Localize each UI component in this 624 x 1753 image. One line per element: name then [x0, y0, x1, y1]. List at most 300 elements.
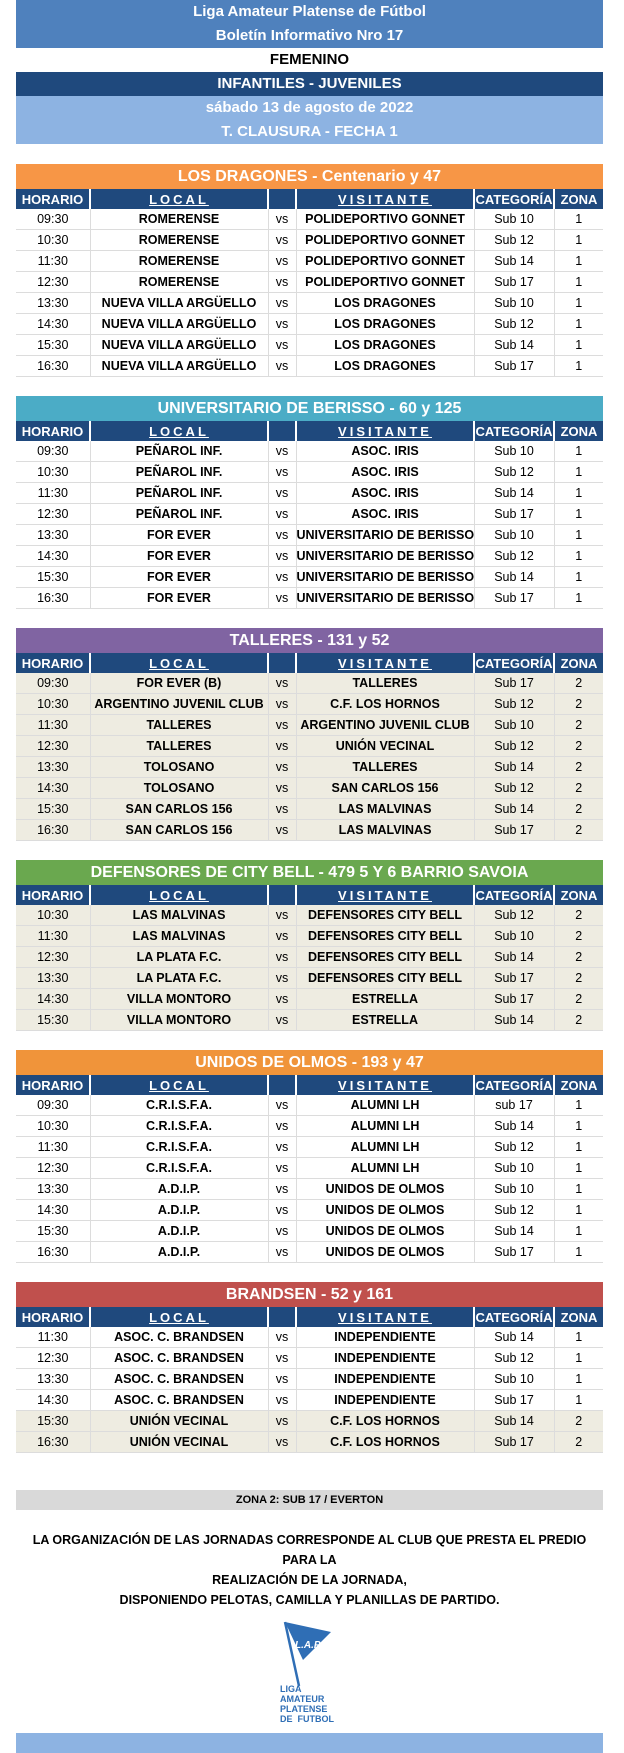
time-cell: 13:30 [16, 525, 90, 546]
time-cell: 12:30 [16, 736, 90, 757]
visiting-team-cell: DEFENSORES CITY BELL [296, 968, 474, 989]
zone-cell: 2 [554, 778, 603, 799]
local-team-cell: FOR EVER [90, 546, 268, 567]
zone-note: ZONA 2: SUB 17 / EVERTON [16, 1490, 603, 1510]
time-cell: 15:30 [16, 1221, 90, 1242]
visiting-team-cell: INDEPENDIENTE [296, 1390, 474, 1411]
zone-cell: 2 [554, 673, 603, 694]
vs-cell: vs [268, 209, 296, 230]
zone-cell: 1 [554, 588, 603, 609]
category-cell: Sub 12 [474, 694, 554, 715]
visiting-team-cell: POLIDEPORTIVO GONNET [296, 272, 474, 293]
time-cell: 10:30 [16, 694, 90, 715]
time-cell: 15:30 [16, 567, 90, 588]
zone-cell: 2 [554, 905, 603, 926]
match-row [16, 1010, 603, 1031]
vs-cell: vs [268, 1348, 296, 1369]
zone-cell: 2 [554, 736, 603, 757]
col-categoria-header: CATEGORÍA [474, 1075, 554, 1095]
visiting-team-cell: C.F. LOS HORNOS [296, 1432, 474, 1453]
zone-cell: 2 [554, 799, 603, 820]
visiting-team-cell: ALUMNI LH [296, 1158, 474, 1179]
col-local-header-label: LOCAL [149, 423, 209, 439]
category-cell: Sub 12 [474, 546, 554, 567]
vs-cell: vs [268, 356, 296, 377]
visiting-team-cell: ARGENTINO JUVENIL CLUB [296, 715, 474, 736]
match-row [16, 1158, 603, 1179]
category-cell: Sub 14 [474, 567, 554, 588]
col-zona-header: ZONA [554, 1075, 603, 1095]
vs-cell: vs [268, 673, 296, 694]
match-row [16, 799, 603, 820]
visiting-team-cell: UNIVERSITARIO DE BERISSO [296, 567, 474, 588]
zone-cell: 1 [554, 230, 603, 251]
table-header-row [16, 421, 603, 441]
match-date: sábado 13 de agosto de 2022 [16, 96, 603, 120]
zone-cell: 1 [554, 1095, 603, 1116]
col-local-header-label: LOCAL [149, 1077, 209, 1093]
local-team-cell: ARGENTINO JUVENIL CLUB [90, 694, 268, 715]
visiting-team-cell: ESTRELLA [296, 1010, 474, 1031]
schedule-table [16, 885, 603, 1031]
visiting-team-cell: DEFENSORES CITY BELL [296, 926, 474, 947]
time-cell: 14:30 [16, 1200, 90, 1221]
category-cell: Sub 17 [474, 272, 554, 293]
visiting-team-cell: ASOC. IRIS [296, 483, 474, 504]
match-row [16, 1327, 603, 1348]
match-row [16, 335, 603, 356]
match-row [16, 905, 603, 926]
vs-cell: vs [268, 1179, 296, 1200]
col-horario-header: HORARIO [16, 653, 90, 673]
col-zona-header: ZONA [554, 885, 603, 905]
time-cell: 12:30 [16, 1348, 90, 1369]
category-cell: Sub 10 [474, 715, 554, 736]
match-row [16, 715, 603, 736]
zone-cell: 1 [554, 1221, 603, 1242]
col-local-header-label: LOCAL [149, 191, 209, 207]
divisions-label: INFANTILES - JUVENILES [16, 72, 603, 96]
vs-cell: vs [268, 335, 296, 356]
col-visitante-header [296, 189, 474, 209]
visiting-team-cell: UNIDOS DE OLMOS [296, 1242, 474, 1263]
zone-cell: 1 [554, 546, 603, 567]
category-cell: Sub 17 [474, 820, 554, 841]
match-row [16, 736, 603, 757]
time-cell: 11:30 [16, 251, 90, 272]
match-row [16, 778, 603, 799]
time-cell: 14:30 [16, 314, 90, 335]
col-visitante-header [296, 1075, 474, 1095]
vs-cell: vs [268, 504, 296, 525]
time-cell: 10:30 [16, 1116, 90, 1137]
match-row [16, 230, 603, 251]
category-label: FEMENINO [16, 48, 603, 72]
venue-section [16, 628, 603, 841]
local-team-cell: LA PLATA F.C. [90, 968, 268, 989]
zone-cell: 2 [554, 926, 603, 947]
col-visitante-header-label: VISITANTE [338, 1309, 432, 1325]
vs-cell: vs [268, 820, 296, 841]
zone-cell: 1 [554, 1390, 603, 1411]
vs-cell: vs [268, 1010, 296, 1031]
time-cell: 13:30 [16, 1179, 90, 1200]
local-team-cell: TALLERES [90, 736, 268, 757]
col-categoria-header: CATEGORÍA [474, 653, 554, 673]
zone-cell: 1 [554, 441, 603, 462]
col-zona-header: ZONA [554, 1307, 603, 1327]
col-local-header [90, 189, 268, 209]
vs-cell: vs [268, 483, 296, 504]
zone-cell: 2 [554, 1411, 603, 1432]
zone-cell: 1 [554, 1116, 603, 1137]
category-cell: Sub 17 [474, 968, 554, 989]
col-vs-header [268, 653, 296, 673]
match-row [16, 947, 603, 968]
match-row [16, 546, 603, 567]
local-team-cell: C.R.I.S.F.A. [90, 1095, 268, 1116]
time-cell: 10:30 [16, 230, 90, 251]
vs-cell: vs [268, 314, 296, 335]
visiting-team-cell: LOS DRAGONES [296, 356, 474, 377]
zone-cell: 2 [554, 757, 603, 778]
col-visitante-header-label: VISITANTE [338, 191, 432, 207]
match-row [16, 1348, 603, 1369]
visiting-team-cell: ESTRELLA [296, 989, 474, 1010]
organization-line-1: LA ORGANIZACIÓN DE LAS JORNADAS CORRESPONDE AL CLUB QUE PRESTA EL PREDIO PARA LA [32, 1533, 587, 1567]
zone-cell: 1 [554, 1137, 603, 1158]
local-team-cell: ROMERENSE [90, 230, 268, 251]
visiting-team-cell: POLIDEPORTIVO GONNET [296, 209, 474, 230]
time-cell: 12:30 [16, 947, 90, 968]
zone-cell: 1 [554, 1158, 603, 1179]
bulletin-number: Boletín Informativo Nro 17 [16, 24, 603, 48]
category-cell: Sub 17 [474, 1390, 554, 1411]
category-cell: Sub 10 [474, 1179, 554, 1200]
local-team-cell: C.R.I.S.F.A. [90, 1158, 268, 1179]
local-team-cell: PEÑAROL INF. [90, 462, 268, 483]
schedule-table [16, 1307, 603, 1453]
category-cell: Sub 12 [474, 1137, 554, 1158]
local-team-cell: FOR EVER (B) [90, 673, 268, 694]
category-cell: Sub 17 [474, 673, 554, 694]
local-team-cell: TALLERES [90, 715, 268, 736]
visiting-team-cell: UNIDOS DE OLMOS [296, 1200, 474, 1221]
time-cell: 15:30 [16, 1010, 90, 1031]
category-cell: Sub 14 [474, 799, 554, 820]
visiting-team-cell: LAS MALVINAS [296, 799, 474, 820]
col-local-header [90, 1307, 268, 1327]
col-visitante-header-label: VISITANTE [338, 423, 432, 439]
col-vs-header [268, 885, 296, 905]
organization-line-2: REALIZACIÓN DE LA JORNADA, [212, 1573, 407, 1587]
match-row [16, 989, 603, 1010]
visiting-team-cell: LOS DRAGONES [296, 335, 474, 356]
col-visitante-header [296, 1307, 474, 1327]
venue-title: TALLERES - 131 y 52 [16, 628, 603, 653]
zone-cell: 1 [554, 293, 603, 314]
match-row [16, 820, 603, 841]
col-categoria-header: CATEGORÍA [474, 421, 554, 441]
time-cell: 16:30 [16, 588, 90, 609]
category-cell: Sub 12 [474, 1348, 554, 1369]
zone-cell: 2 [554, 968, 603, 989]
match-row [16, 1221, 603, 1242]
vs-cell: vs [268, 525, 296, 546]
match-row [16, 1411, 603, 1432]
visiting-team-cell: ASOC. IRIS [296, 462, 474, 483]
vs-cell: vs [268, 736, 296, 757]
zone-cell: 1 [554, 483, 603, 504]
vs-cell: vs [268, 1242, 296, 1263]
vs-cell: vs [268, 1095, 296, 1116]
match-row [16, 462, 603, 483]
schedule-table [16, 653, 603, 841]
visiting-team-cell: POLIDEPORTIVO GONNET [296, 251, 474, 272]
local-team-cell: A.D.I.P. [90, 1179, 268, 1200]
vs-cell: vs [268, 947, 296, 968]
category-cell: Sub 14 [474, 1221, 554, 1242]
time-cell: 16:30 [16, 356, 90, 377]
local-team-cell: FOR EVER [90, 525, 268, 546]
venue-section [16, 1282, 603, 1453]
vs-cell: vs [268, 1432, 296, 1453]
local-team-cell: ROMERENSE [90, 209, 268, 230]
category-cell: Sub 17 [474, 1432, 554, 1453]
category-cell: Sub 17 [474, 356, 554, 377]
category-cell: Sub 10 [474, 525, 554, 546]
vs-cell: vs [268, 251, 296, 272]
col-local-header [90, 653, 268, 673]
vs-cell: vs [268, 1411, 296, 1432]
zone-cell: 2 [554, 694, 603, 715]
match-row [16, 673, 603, 694]
category-cell: Sub 14 [474, 1411, 554, 1432]
local-team-cell: ROMERENSE [90, 272, 268, 293]
match-row [16, 567, 603, 588]
zone-cell: 1 [554, 504, 603, 525]
category-cell: Sub 14 [474, 1010, 554, 1031]
venue-title: UNIDOS DE OLMOS - 193 y 47 [16, 1050, 603, 1075]
vs-cell: vs [268, 1390, 296, 1411]
col-vs-header [268, 1307, 296, 1327]
visiting-team-cell: ALUMNI LH [296, 1095, 474, 1116]
col-vs-header [268, 189, 296, 209]
match-row [16, 314, 603, 335]
category-cell: Sub 12 [474, 462, 554, 483]
time-cell: 12:30 [16, 1158, 90, 1179]
zone-cell: 1 [554, 1327, 603, 1348]
zone-cell: 1 [554, 1369, 603, 1390]
local-team-cell: VILLA MONTORO [90, 1010, 268, 1031]
venue-section [16, 396, 603, 609]
vs-cell: vs [268, 778, 296, 799]
zone-cell: 1 [554, 1179, 603, 1200]
local-team-cell: PEÑAROL INF. [90, 483, 268, 504]
col-zona-header: ZONA [554, 653, 603, 673]
local-team-cell: UNIÓN VECINAL [90, 1411, 268, 1432]
time-cell: 13:30 [16, 968, 90, 989]
match-row [16, 504, 603, 525]
vs-cell: vs [268, 1327, 296, 1348]
match-row [16, 757, 603, 778]
category-cell: Sub 12 [474, 314, 554, 335]
time-cell: 09:30 [16, 209, 90, 230]
visiting-team-cell: UNIDOS DE OLMOS [296, 1221, 474, 1242]
time-cell: 13:30 [16, 757, 90, 778]
time-cell: 09:30 [16, 673, 90, 694]
vs-cell: vs [268, 546, 296, 567]
zone-cell: 2 [554, 820, 603, 841]
zone-cell: 2 [554, 989, 603, 1010]
time-cell: 11:30 [16, 1327, 90, 1348]
col-horario-header: HORARIO [16, 421, 90, 441]
zone-cell: 1 [554, 335, 603, 356]
vs-cell: vs [268, 462, 296, 483]
match-row [16, 209, 603, 230]
category-cell: Sub 14 [474, 1327, 554, 1348]
visiting-team-cell: ASOC. IRIS [296, 441, 474, 462]
category-cell: Sub 12 [474, 905, 554, 926]
category-cell: Sub 17 [474, 989, 554, 1010]
venue-title: UNIVERSITARIO DE BERISSO - 60 y 125 [16, 396, 603, 421]
col-horario-header: HORARIO [16, 189, 90, 209]
vs-cell: vs [268, 926, 296, 947]
visiting-team-cell: POLIDEPORTIVO GONNET [296, 230, 474, 251]
match-row [16, 968, 603, 989]
time-cell: 11:30 [16, 715, 90, 736]
category-cell: Sub 17 [474, 504, 554, 525]
local-team-cell: PEÑAROL INF. [90, 441, 268, 462]
visiting-team-cell: C.F. LOS HORNOS [296, 1411, 474, 1432]
time-cell: 16:30 [16, 1242, 90, 1263]
time-cell: 15:30 [16, 1411, 90, 1432]
visiting-team-cell: DEFENSORES CITY BELL [296, 947, 474, 968]
zone-cell: 1 [554, 1200, 603, 1221]
time-cell: 15:30 [16, 799, 90, 820]
vs-cell: vs [268, 757, 296, 778]
local-team-cell: NUEVA VILLA ARGÜELLO [90, 335, 268, 356]
vs-cell: vs [268, 1221, 296, 1242]
vs-cell: vs [268, 1137, 296, 1158]
col-local-header [90, 421, 268, 441]
match-row [16, 1179, 603, 1200]
category-cell: Sub 12 [474, 230, 554, 251]
category-cell: Sub 14 [474, 947, 554, 968]
visiting-team-cell: ALUMNI LH [296, 1137, 474, 1158]
local-team-cell: VILLA MONTORO [90, 989, 268, 1010]
match-row [16, 926, 603, 947]
venue-section [16, 164, 603, 377]
zone-cell: 1 [554, 525, 603, 546]
venue-section [16, 860, 603, 1031]
col-zona-header: ZONA [554, 421, 603, 441]
vs-cell: vs [268, 968, 296, 989]
time-cell: 12:30 [16, 504, 90, 525]
vs-cell: vs [268, 272, 296, 293]
visiting-team-cell: UNIÓN VECINAL [296, 736, 474, 757]
category-cell: Sub 10 [474, 1369, 554, 1390]
zone-cell: 1 [554, 567, 603, 588]
vs-cell: vs [268, 441, 296, 462]
time-cell: 11:30 [16, 926, 90, 947]
venue-section [16, 1050, 603, 1263]
zone-cell: 2 [554, 715, 603, 736]
time-cell: 11:30 [16, 1137, 90, 1158]
table-header-row [16, 653, 603, 673]
vs-cell: vs [268, 989, 296, 1010]
local-team-cell: LA PLATA F.C. [90, 947, 268, 968]
venue-title: LOS DRAGONES - Centenario y 47 [16, 164, 603, 189]
match-row [16, 272, 603, 293]
visiting-team-cell: ALUMNI LH [296, 1116, 474, 1137]
logo-text-4: DE FUTBOL [280, 1714, 334, 1724]
local-team-cell: A.D.I.P. [90, 1242, 268, 1263]
category-cell: Sub 12 [474, 736, 554, 757]
schedule-table [16, 421, 603, 609]
local-team-cell: ASOC. C. BRANDSEN [90, 1327, 268, 1348]
visiting-team-cell: LOS DRAGONES [296, 314, 474, 335]
time-cell: 09:30 [16, 1095, 90, 1116]
category-cell: Sub 10 [474, 441, 554, 462]
zone-cell: 1 [554, 1242, 603, 1263]
col-horario-header: HORARIO [16, 1075, 90, 1095]
vs-cell: vs [268, 1369, 296, 1390]
zone-cell: 2 [554, 1010, 603, 1031]
local-team-cell: ASOC. C. BRANDSEN [90, 1348, 268, 1369]
category-cell: Sub 17 [474, 588, 554, 609]
col-vs-header [268, 421, 296, 441]
time-cell: 12:30 [16, 272, 90, 293]
local-team-cell: SAN CARLOS 156 [90, 820, 268, 841]
local-team-cell: C.R.I.S.F.A. [90, 1137, 268, 1158]
table-header-row [16, 189, 603, 209]
zone-cell: 1 [554, 462, 603, 483]
visiting-team-cell: ASOC. IRIS [296, 504, 474, 525]
zone-cell: 1 [554, 272, 603, 293]
visiting-team-cell: TALLERES [296, 673, 474, 694]
zone-cell: 1 [554, 1348, 603, 1369]
time-cell: 14:30 [16, 989, 90, 1010]
visiting-team-cell: INDEPENDIENTE [296, 1348, 474, 1369]
local-team-cell: SAN CARLOS 156 [90, 799, 268, 820]
category-cell: Sub 14 [474, 483, 554, 504]
col-local-header [90, 885, 268, 905]
col-visitante-header-label: VISITANTE [338, 1077, 432, 1093]
zone-cell: 1 [554, 314, 603, 335]
category-cell: Sub 12 [474, 778, 554, 799]
match-row [16, 1200, 603, 1221]
organization-note [16, 1530, 603, 1610]
table-header-row [16, 885, 603, 905]
match-row [16, 483, 603, 504]
venue-title: BRANDSEN - 52 y 161 [16, 1282, 603, 1307]
col-visitante-header-label: VISITANTE [338, 655, 432, 671]
local-team-cell: TOLOSANO [90, 757, 268, 778]
visiting-team-cell: UNIVERSITARIO DE BERISSO [296, 525, 474, 546]
logo-text-3: PLATENSE [280, 1704, 328, 1714]
time-cell: 13:30 [16, 293, 90, 314]
time-cell: 11:30 [16, 483, 90, 504]
visiting-team-cell: DEFENSORES CITY BELL [296, 905, 474, 926]
bulletin-page [16, 0, 603, 1753]
schedule-table [16, 1075, 603, 1263]
vs-cell: vs [268, 715, 296, 736]
local-team-cell: FOR EVER [90, 567, 268, 588]
vs-cell: vs [268, 694, 296, 715]
time-cell: 15:30 [16, 335, 90, 356]
match-row [16, 1369, 603, 1390]
